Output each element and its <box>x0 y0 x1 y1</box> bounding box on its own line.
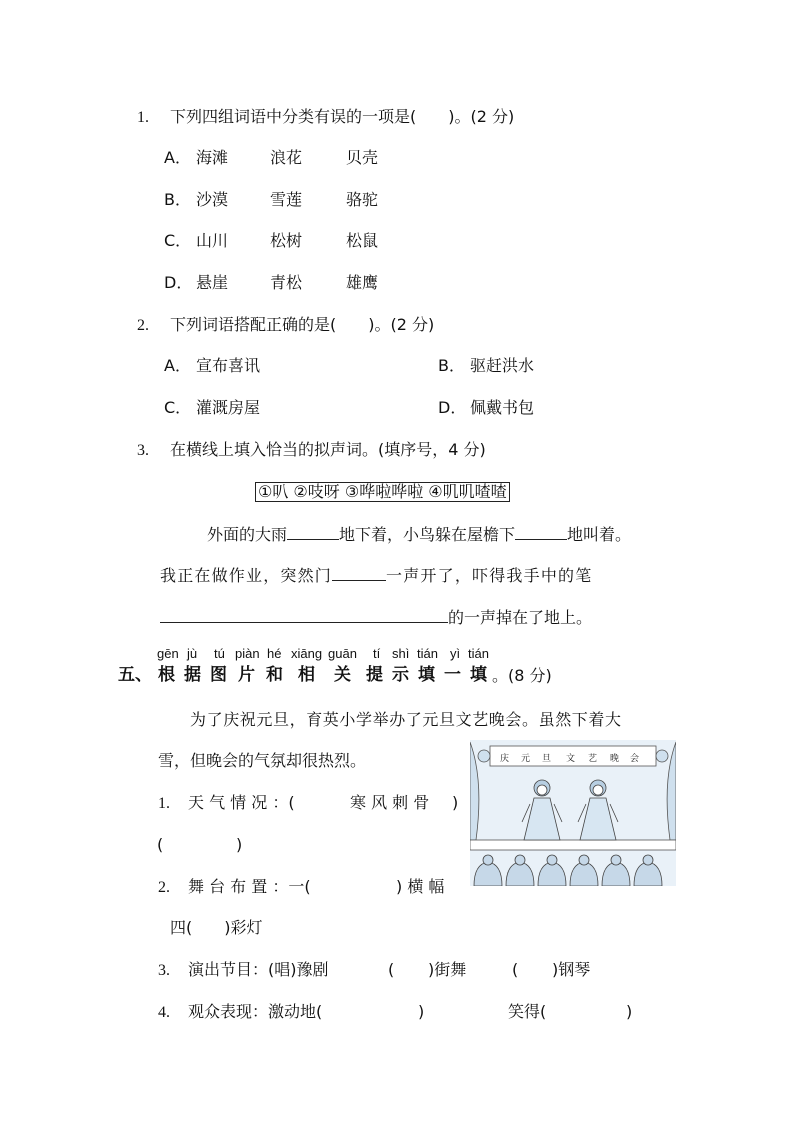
pinyin: hé <box>267 646 282 661</box>
pinyin: gēn <box>157 646 179 661</box>
pinyin: guān <box>328 646 357 661</box>
title-char: 填 <box>470 665 487 685</box>
answer-blank[interactable] <box>515 525 567 540</box>
title-char: 填 <box>418 665 435 685</box>
q3-line-2 <box>160 566 592 584</box>
pinyin: piàn <box>235 646 260 661</box>
q3-text: 我正在做作业，突然门 <box>160 566 333 585</box>
q3-line-3 <box>160 608 592 626</box>
q2-option-d-letter: D． <box>438 398 467 417</box>
q2-option-a-letter: A． <box>164 356 191 375</box>
item-1-label: 天 气 情 况 ：( <box>188 793 295 812</box>
option-word: 浪花 <box>270 148 303 167</box>
item-3-piano: )钢琴 <box>552 960 591 979</box>
lantern-icon <box>478 750 490 762</box>
banner-char: 艺 <box>588 754 598 764</box>
pinyin: tián <box>468 646 489 661</box>
banner-char: 元 <box>521 754 531 764</box>
item-1-blank-close: ) <box>236 835 243 854</box>
item-1-close: ) <box>452 793 459 812</box>
q1-number: 1. <box>137 109 149 126</box>
title-char: 据 <box>184 665 201 685</box>
pinyin: yì <box>450 646 461 661</box>
title-char: 提 <box>366 665 383 685</box>
q3-choices-box: ①叭 ②吱呀 ③哗啦哗啦 ④叽叽喳喳 <box>255 482 510 502</box>
item-4-label: 观众表现：激动地( <box>188 1002 323 1021</box>
item-3-number: 3. <box>158 962 170 979</box>
q2-option-a: 宣布喜讯 <box>196 356 261 375</box>
banner-char: 晚 <box>610 754 620 764</box>
answer-blank[interactable] <box>160 608 448 623</box>
item-4-second-close: ) <box>626 1002 633 1021</box>
q2-option-c: 灌溉房屋 <box>196 398 261 417</box>
option-word: 雪莲 <box>270 190 303 209</box>
banner-char: 文 <box>566 754 576 764</box>
option-word: 贝壳 <box>346 148 379 167</box>
option-word: 骆驼 <box>346 190 379 209</box>
q3-text: 一声开了，吓得我手中的笔 <box>386 566 593 585</box>
pinyin: jù <box>187 646 198 661</box>
item-2-label: 舞 台 布 置 ：一( <box>188 877 311 896</box>
item-3-dance: )街舞 <box>428 960 467 979</box>
option-letter: D． <box>164 273 193 292</box>
q3-text: 外面的大雨 <box>207 525 288 544</box>
pinyin: xiāng <box>291 646 323 661</box>
item-2-number: 2. <box>158 879 170 896</box>
q3-text: 地叫着。 <box>567 525 632 544</box>
item-4-second: 笑得( <box>508 1002 547 1021</box>
q3-line-1 <box>207 525 631 543</box>
section-points: 。(8 分) <box>492 666 552 685</box>
option-letter: C． <box>164 231 192 250</box>
item-4-number: 4. <box>158 1004 170 1021</box>
banner-char: 旦 <box>542 754 552 764</box>
title-char: 关 <box>334 665 351 685</box>
item-1-number: 1. <box>158 795 170 812</box>
option-word: 松鼠 <box>346 231 379 250</box>
title-char: 根 <box>158 665 175 685</box>
title-char: 片 <box>238 665 255 685</box>
intro-line-1: 为了庆祝元旦，育英小学举办了元旦文艺晚会。虽然下着大 <box>190 710 622 729</box>
q3-number: 3. <box>137 442 149 459</box>
option-word: 沙漠 <box>196 190 229 209</box>
banner-char: 会 <box>630 754 640 764</box>
option-letter: B． <box>164 190 191 209</box>
item-4-close: ) <box>418 1002 425 1021</box>
item-2-close: ) 横 幅 <box>396 877 445 896</box>
item-3-label: 演出节目：(唱)豫剧 <box>188 960 329 979</box>
item-3-paren: ( <box>388 960 395 979</box>
q1-stem: 下列四组词语中分类有误的一项是( )。(2 分) <box>170 107 515 126</box>
q2-option-b-letter: B． <box>438 356 465 375</box>
option-word: 青松 <box>270 273 303 292</box>
option-word: 雄鹰 <box>346 273 379 292</box>
q3-stem: 在横线上填入恰当的拟声词。(填序号，4 分) <box>170 440 486 459</box>
q3-text: 地下着，小鸟躲在屋檐下 <box>339 525 516 544</box>
item-3-paren: ( <box>512 960 519 979</box>
answer-blank[interactable] <box>287 525 339 540</box>
title-char: 图 <box>210 665 227 685</box>
title-char: 示 <box>392 665 409 685</box>
stage-illustration <box>470 740 676 886</box>
stage-floor <box>470 840 676 850</box>
title-char: 相 <box>298 665 315 685</box>
title-char: 一 <box>444 665 461 685</box>
pinyin: tú <box>214 646 225 661</box>
section-number: 五、 <box>118 665 152 685</box>
q2-number: 2. <box>137 317 149 334</box>
item-1-blank-open: ( <box>157 835 164 854</box>
q3-text: 的一声掉在了地上。 <box>448 608 593 627</box>
title-char: 和 <box>266 665 283 685</box>
q2-option-d: 佩戴书包 <box>470 398 535 417</box>
option-letter: A． <box>164 148 191 167</box>
answer-blank[interactable] <box>332 566 386 581</box>
pinyin: tí <box>373 646 381 661</box>
item-1-answer: 寒 风 刺 骨 <box>350 793 430 812</box>
item-2-line-2: 四( )彩灯 <box>170 918 263 937</box>
option-word: 海滩 <box>196 148 229 167</box>
option-word: 悬崖 <box>196 273 229 292</box>
banner-char: 庆 <box>500 754 510 764</box>
q2-option-b: 驱赶洪水 <box>470 356 535 375</box>
lantern-icon <box>656 750 668 762</box>
intro-line-2: 雪，但晚会的气氛却很热烈。 <box>158 751 367 770</box>
pinyin: tián <box>417 646 438 661</box>
option-word: 松树 <box>270 231 303 250</box>
q2-stem: 下列词语搭配正确的是( )。(2 分) <box>170 315 435 334</box>
pinyin: shì <box>392 646 410 661</box>
q2-option-c-letter: C． <box>164 398 192 417</box>
option-word: 山川 <box>196 231 229 250</box>
